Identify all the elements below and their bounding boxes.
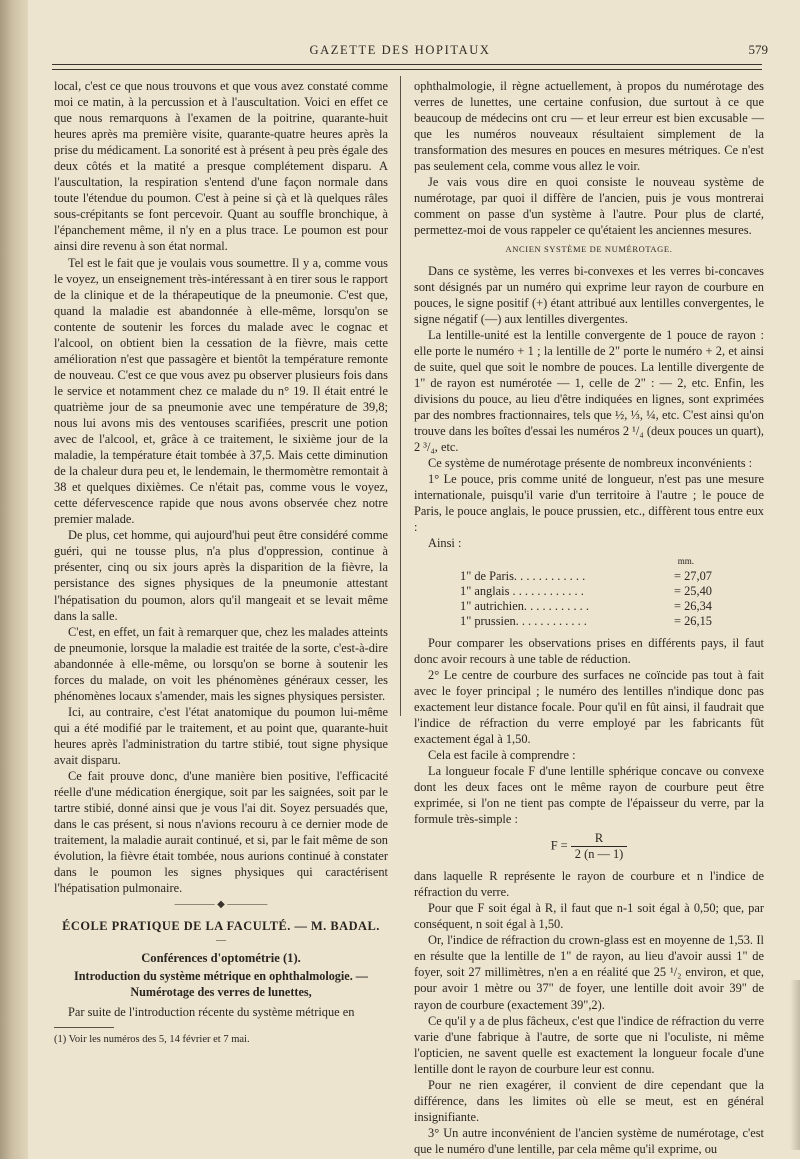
page-number: 579 <box>748 42 768 57</box>
formula-denominator: 2 (n — 1) <box>574 847 624 862</box>
paragraph: Or, l'indice de réfraction du crown-glass est en moyenne de 1,53. Il en résulte que la lentille de 1" de rayon, au lieu d'avoir aussi 1" de foyer, soit 27 millimètres, n'en a en réalité que 25 ¹/₂ environ, et que, pour avoir 1 mètre ou 37" de foyer, une lentille doit avoir 39" de rayon de courbure (exactement 39",2). <box>414 933 764 1012</box>
paragraph: Pour que F soit égal à R, il faut que n-1 soit égal à 0,50; que, par conséquent, n soit égal à 1,50. <box>414 901 764 932</box>
paragraph: Ainsi : <box>428 536 462 551</box>
paragraph: dans laquelle R représente le rayon de courbure et n l'indice de réfraction du verre. <box>414 869 764 900</box>
paragraph: Pour ne rien exagérer, il convient de dire cependant que la différence, dans les limites où elle se meut, est en général insignifiante. <box>414 1077 764 1124</box>
table-row <box>414 584 764 599</box>
section-ornament: ———— ◆ ———— <box>174 899 268 911</box>
paragraph: Dans ce système, les verres bi-convexes et les verres bi-concaves sont désignés par un numéro qui exprime leur rayon de courbure en pouces, le signe positif (+) étant attribué aux lentilles convergentes, le signe négatif (—) aux lentilles divergentes. <box>414 263 764 326</box>
paragraph: Cela est facile à comprendre : <box>428 747 576 762</box>
paragraph: Ce qu'il y a de plus fâcheux, c'est que l'indice de réfraction du verre varie d'une fabrique à l'autre, de sorte que ni l'oculiste, ni même l'opticien, ne savent quelle est exactement la longueur focale d'une lentille dont le rayon de courbure leur est connu. <box>414 1013 764 1076</box>
paragraph: Tel est le fait que je voulais vous soumettre. Il y a, comme vous le voyez, un enseignement très-intéressant à en tirer sous le rapport de la clinique et de la thérapeutique de la pneumonie. C'est que, quand la maladie est abandonnée à elle-même, lorsqu'on se contente de soutenir les forces du malade avec le cognac et l'alcool, on obtient bien la cessation de la fièvre, mais cette amélioration n'est que passagère et bientôt la température remonte de nouveau. C'est ce que vous avez pu observer plusieurs fois dans le service et notamment chez ce malade du n° 19. Il était entré le quatrième jour de sa pneumonie avec une température de 39,8; nous lui avons mis des ventouses scarifiées, prescrit une potion avec de l'alcool, et, grâce à ce traitement, le sixième jour de la maladie, la température était tombée à 37,5. Mais cette diminution de la chaleur dura peu et, le lendemain, le thermomètre remontait à 38 et quelques dixièmes. Ce n'était pas, comme vous le voyez, cette défervescence rapide que nous avons observée chez notre premier malade. <box>54 255 388 527</box>
table-cell-value: = 26,15 <box>674 613 712 628</box>
lecture-subtitle: Introduction du système métrique en ophthalmologie. — Numérotage des verres de lunettes, <box>74 969 368 1000</box>
paragraph: ophthalmologie, il règne actuellement, à propos du numérotage des verres de lunettes, une certaine confusion, due surtout à ce que beaucoup de médecins ont cru — et leur erreur est bien excusable — que les numéros nouveaux résultaient simplement de la transformation des mesures en pouces en mesures métriques. Ce n'est pas seulement cela, comme vous allez le voir. <box>414 79 764 174</box>
formula-numerator: R <box>571 831 628 847</box>
table-row <box>414 599 764 614</box>
paragraph: Pour comparer les observations prises en différents pays, il faut donc avoir recours à une table de réduction. <box>414 635 764 666</box>
paragraph: C'est, en effet, un fait à remarquer que, chez les malades atteints de pneumonie, lorsque la maladie est traitée de la sorte, c'est-à-dire abandonnée à elle-même, ou lorsqu'on se borne à soutenir les forces du malade, on voit les phénomènes généraux cesser, les phénomènes locaux s'amender, mais les signes physiques persister. <box>54 624 388 703</box>
paragraph: Ici, au contraire, c'est l'état anatomique du poumon lui-même qui a été modifié par le traitement, et au point que, quarante-huit heures après l'administration du tartre stibié, tout signe physique avait disparu. <box>54 704 388 767</box>
paragraph: La longueur focale F d'une lentille sphérique concave ou convexe dont les deux faces ont le même rayon de courbure peut être exprimée, si l'on ne tient pas compte de l'épaisseur du verre, par la formule très-simple : <box>414 763 764 827</box>
paragraph: Ce système de numérotage présente de nombreux inconvénients : <box>428 456 753 471</box>
page-gutter-shadow <box>0 0 28 1159</box>
paragraph: Je vais vous dire en quoi consiste le nouveau système de numérotage, par quoi il diffère de l'ancien, puis je vous montrerai comment on passe d'un système à l'autre. Pour plus de clarté, permettez-moi de vous rappeler ce qu'étaient les anciennes mesures. <box>414 175 764 238</box>
paragraph: local, c'est ce que nous trouvons et que vous avez constaté comme moi ce matin, à la percussion et à l'auscultation. Voici en effet ce que nous remarquons à l'examen de la poitrine, quarante-huit heures après ma première visite, quarante-quatre heures après la prise du médicament. La sonorité est à présent à peu près égale des deux côtés et la matité a presque complétement disparu. A l'auscultation, la respiration s'entend d'une façon normale dans toute l'étendue du poumon. C'est à peine si çà et là quelques râles sous-crépitants se font percevoir. Quant au souffle bronchique, à l'épanchement même, il n'y en a plus trace. Le poumon est pour ainsi dire revenu à son état normal. <box>54 79 388 254</box>
table-cell-label: 1" autrichien. . . . . . . . . . . <box>460 599 589 613</box>
section-title: ÉCOLE PRATIQUE DE LA FACULTÉ. — M. BADAL. <box>62 919 380 934</box>
table-cell-label: 1" de Paris. . . . . . . . . . . . <box>460 569 586 584</box>
conference-title: Conférences d'optométrie (1). <box>141 951 301 966</box>
subsection-heading: ANCIEN SYSTÈME DE NUMÉROTAGE. <box>505 244 673 255</box>
running-header-title: GAZETTE DES HOPITAUX <box>309 43 491 57</box>
paragraph: La lentille-unité est la lentille convergente de 1 pouce de rayon : elle porte le numéro + 1 ; la lentille de 2" porte le numéro + 2, et ainsi de suite, quel que soit le nombre de pouces. La lentille divergente de 1" de rayon est numérotée — 1, celle de 2" : — 2, etc. Enfin, les divisions du pouce, au lieu d'être indiquées en lignes, sont exprimées par des nombres fractionnaires, tels que ½, ⅓, ¼, etc. C'est ainsi qu'on trouve dans les boîtes d'essai les numéros 2 ¹/₄ (deux pouces un quart), 2 ³/₄, etc. <box>414 327 764 455</box>
formula-lhs: F = <box>550 838 568 853</box>
section-dash: — <box>216 935 226 947</box>
formula-fraction <box>571 831 628 862</box>
left-column <box>54 78 388 1048</box>
paragraph: De plus, cet homme, qui aujourd'hui peut être considéré comme guéri, qui ne tousse plus, n'a plus d'oppression, continue à présenter, cinq ou six jours après la disparition de la fièvre, la persistance des signes physiques de la pneumonie attestant l'hépatisation du poumon, alors qu'il mangeait et se levait même dans la salle. <box>54 528 388 623</box>
paragraph: 3° Un autre inconvénient de l'ancien système de numérotage, c'est que le numéro d'une lentille, par cela même qu'il exprime, ou <box>414 1125 764 1156</box>
footnote-rule <box>54 1027 114 1028</box>
focal-length-formula <box>414 831 764 862</box>
paragraph: 1° Le pouce, pris comme unité de longueur, n'est pas une mesure internationale, puisqu'il varie d'un territoire à l'autre ; le pouce de Paris, le pouce anglais, le pouce prussien, etc., diffèrent tous entre eux : <box>414 472 764 535</box>
paragraph: 2° Le centre de courbure des surfaces ne coïncide pas tout à fait avec le foyer principal ; le numéro des lentilles n'indique donc pas exactement leur distance focale. Pour qu'il en fût ainsi, il faudrait que l'indice de réfraction du verre employé par les fabricants fût exactement égal à 1,50. <box>414 667 764 746</box>
inch-conversion-table <box>414 569 764 628</box>
header-rule-bottom <box>52 69 762 70</box>
footnote: (1) Voir les numéros des 5, 14 février et 7 mai. <box>54 1033 250 1045</box>
table-cell-value: = 27,07 <box>674 569 712 584</box>
page-edge-shadow <box>790 980 800 1150</box>
table-row <box>414 569 764 584</box>
right-column <box>414 78 764 1157</box>
header-rule-top <box>52 64 762 65</box>
table-cell-value: = 26,34 <box>674 599 712 613</box>
table-cell-label: 1" prussien. . . . . . . . . . . . <box>460 613 587 628</box>
table-cell-value: = 25,40 <box>674 584 712 599</box>
table-row <box>414 614 764 629</box>
paragraph: Par suite de l'introduction récente du système métrique en <box>68 1005 355 1020</box>
table-cell-label: 1" anglais . . . . . . . . . . . . <box>460 584 584 599</box>
unit-label: mm. <box>677 556 694 567</box>
column-divider <box>400 76 401 716</box>
paragraph: Ce fait prouve donc, d'une manière bien positive, l'efficacité réelle d'une médication énergique, soit par les saignées, soit par le tartre stibié, donné ainsi que je vous l'ai dit. Soyez persuadés que, dans le cas présent, si nous n'avions recouru à ce dernier mode de traitement, la maladie aurait continué, et si, par le fait même de son évolution, la fièvre était tombée, nous aurions continué à constater dans le poumon les signes physiques qui caractérisent l'hépatisation pulmonaire. <box>54 769 388 896</box>
